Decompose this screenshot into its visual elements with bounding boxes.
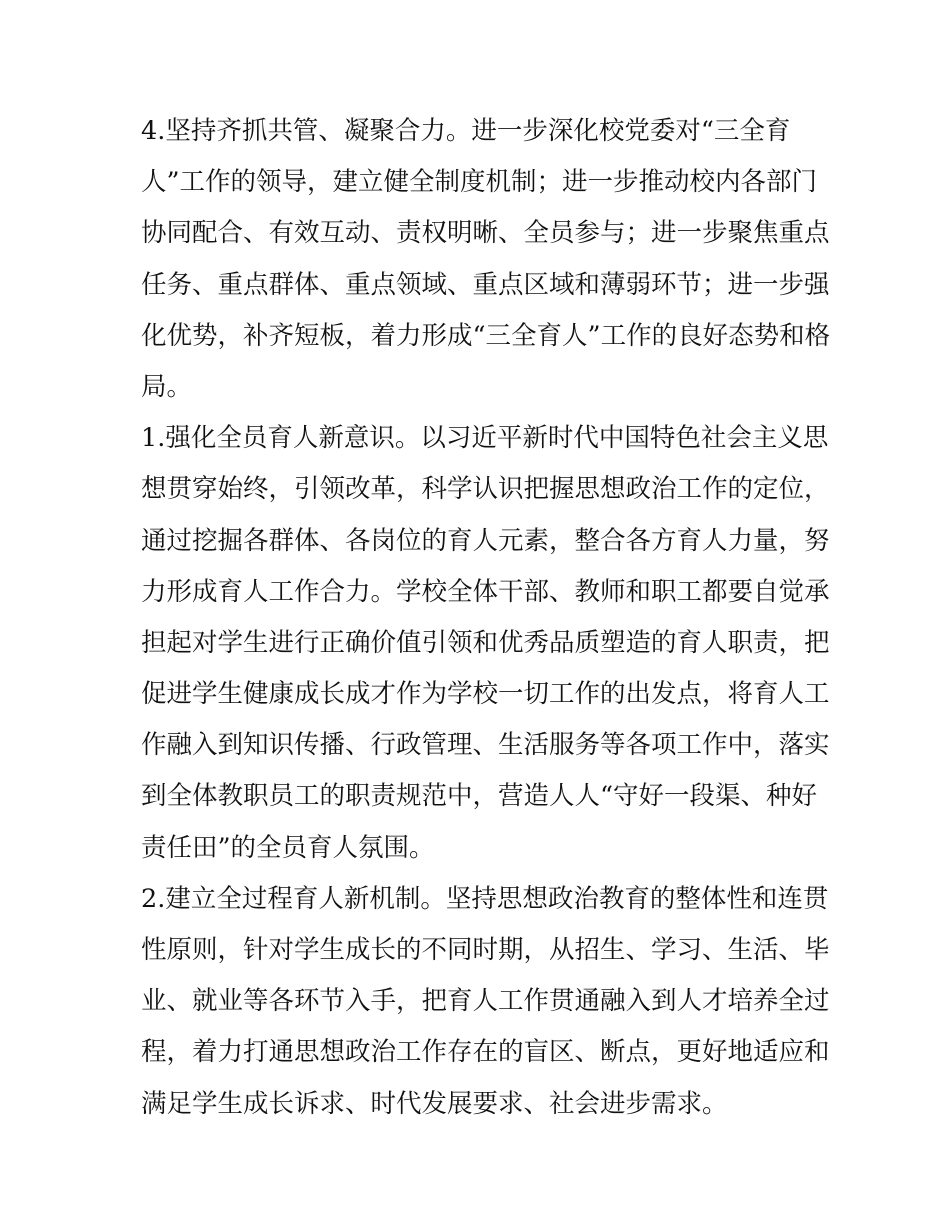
paragraph-4-collaboration: [141, 106, 831, 413]
text-line: 1.强化全员育人新意识。以习近平新时代中国特色社会主义思: [141, 423, 829, 454]
text-line: 作融入到知识传播、行政管理、生活服务等各项工作中，落实: [141, 730, 830, 761]
text-line: 4.坚持齐抓共管、凝聚合力。进一步深化校党委对“三全育: [141, 116, 791, 146]
text-line: 担起对学生进行正确价值引领和优秀品质塑造的育人职责，把: [141, 627, 830, 658]
text-line: 满足学生成长诉求、时代发展要求、社会进步需求。: [141, 1088, 728, 1119]
text-line: 到全体教职员工的职责规范中，营造人人“守好一段渠、种好: [141, 781, 818, 812]
document-body: [141, 106, 831, 1130]
text-line: 性原则，针对学生成长的不同时期，从招生、学习、生活、毕: [141, 935, 830, 965]
text-line: 责任田”的全员育人氛围。: [141, 832, 435, 863]
text-line: 任务、重点群体、重点领域、重点区域和薄弱环节；进一步强: [141, 269, 830, 300]
text-line: 人”工作的领导，建立健全制度机制；进一步推动校内各部门: [141, 167, 818, 198]
text-line: 程，着力打通思想政治工作存在的盲区、断点，更好地适应和: [141, 1037, 830, 1068]
text-line: 协同配合、有效互动、责权明晰、全员参与；进一步聚焦重点: [141, 218, 830, 249]
text-line: 业、就业等各环节入手，把育人工作贯通融入到人才培养全过: [141, 986, 830, 1017]
paragraph-2-whole-process-mechanism: [141, 874, 830, 1130]
text-line: 想贯穿始终，引领改革，科学认识把握思想政治工作的定位，: [141, 474, 830, 505]
text-line: 局。: [141, 371, 193, 402]
text-line: 促进学生健康成长成才作为学校一切工作的出发点，将育人工: [141, 679, 830, 710]
text-line: 通过挖掘各群体、各岗位的育人元素，整合各方育人力量，努: [141, 525, 830, 556]
text-line: 力形成育人工作合力。学校全体干部、教师和职工都要自觉承: [141, 576, 830, 607]
paragraph-1-all-staff-education: [141, 413, 830, 874]
text-line: 2.建立全过程育人新机制。坚持思想政治教育的整体性和连贯: [141, 883, 829, 914]
text-line: 化优势，补齐短板，着力形成“三全育人”工作的良好态势和格: [141, 320, 831, 351]
